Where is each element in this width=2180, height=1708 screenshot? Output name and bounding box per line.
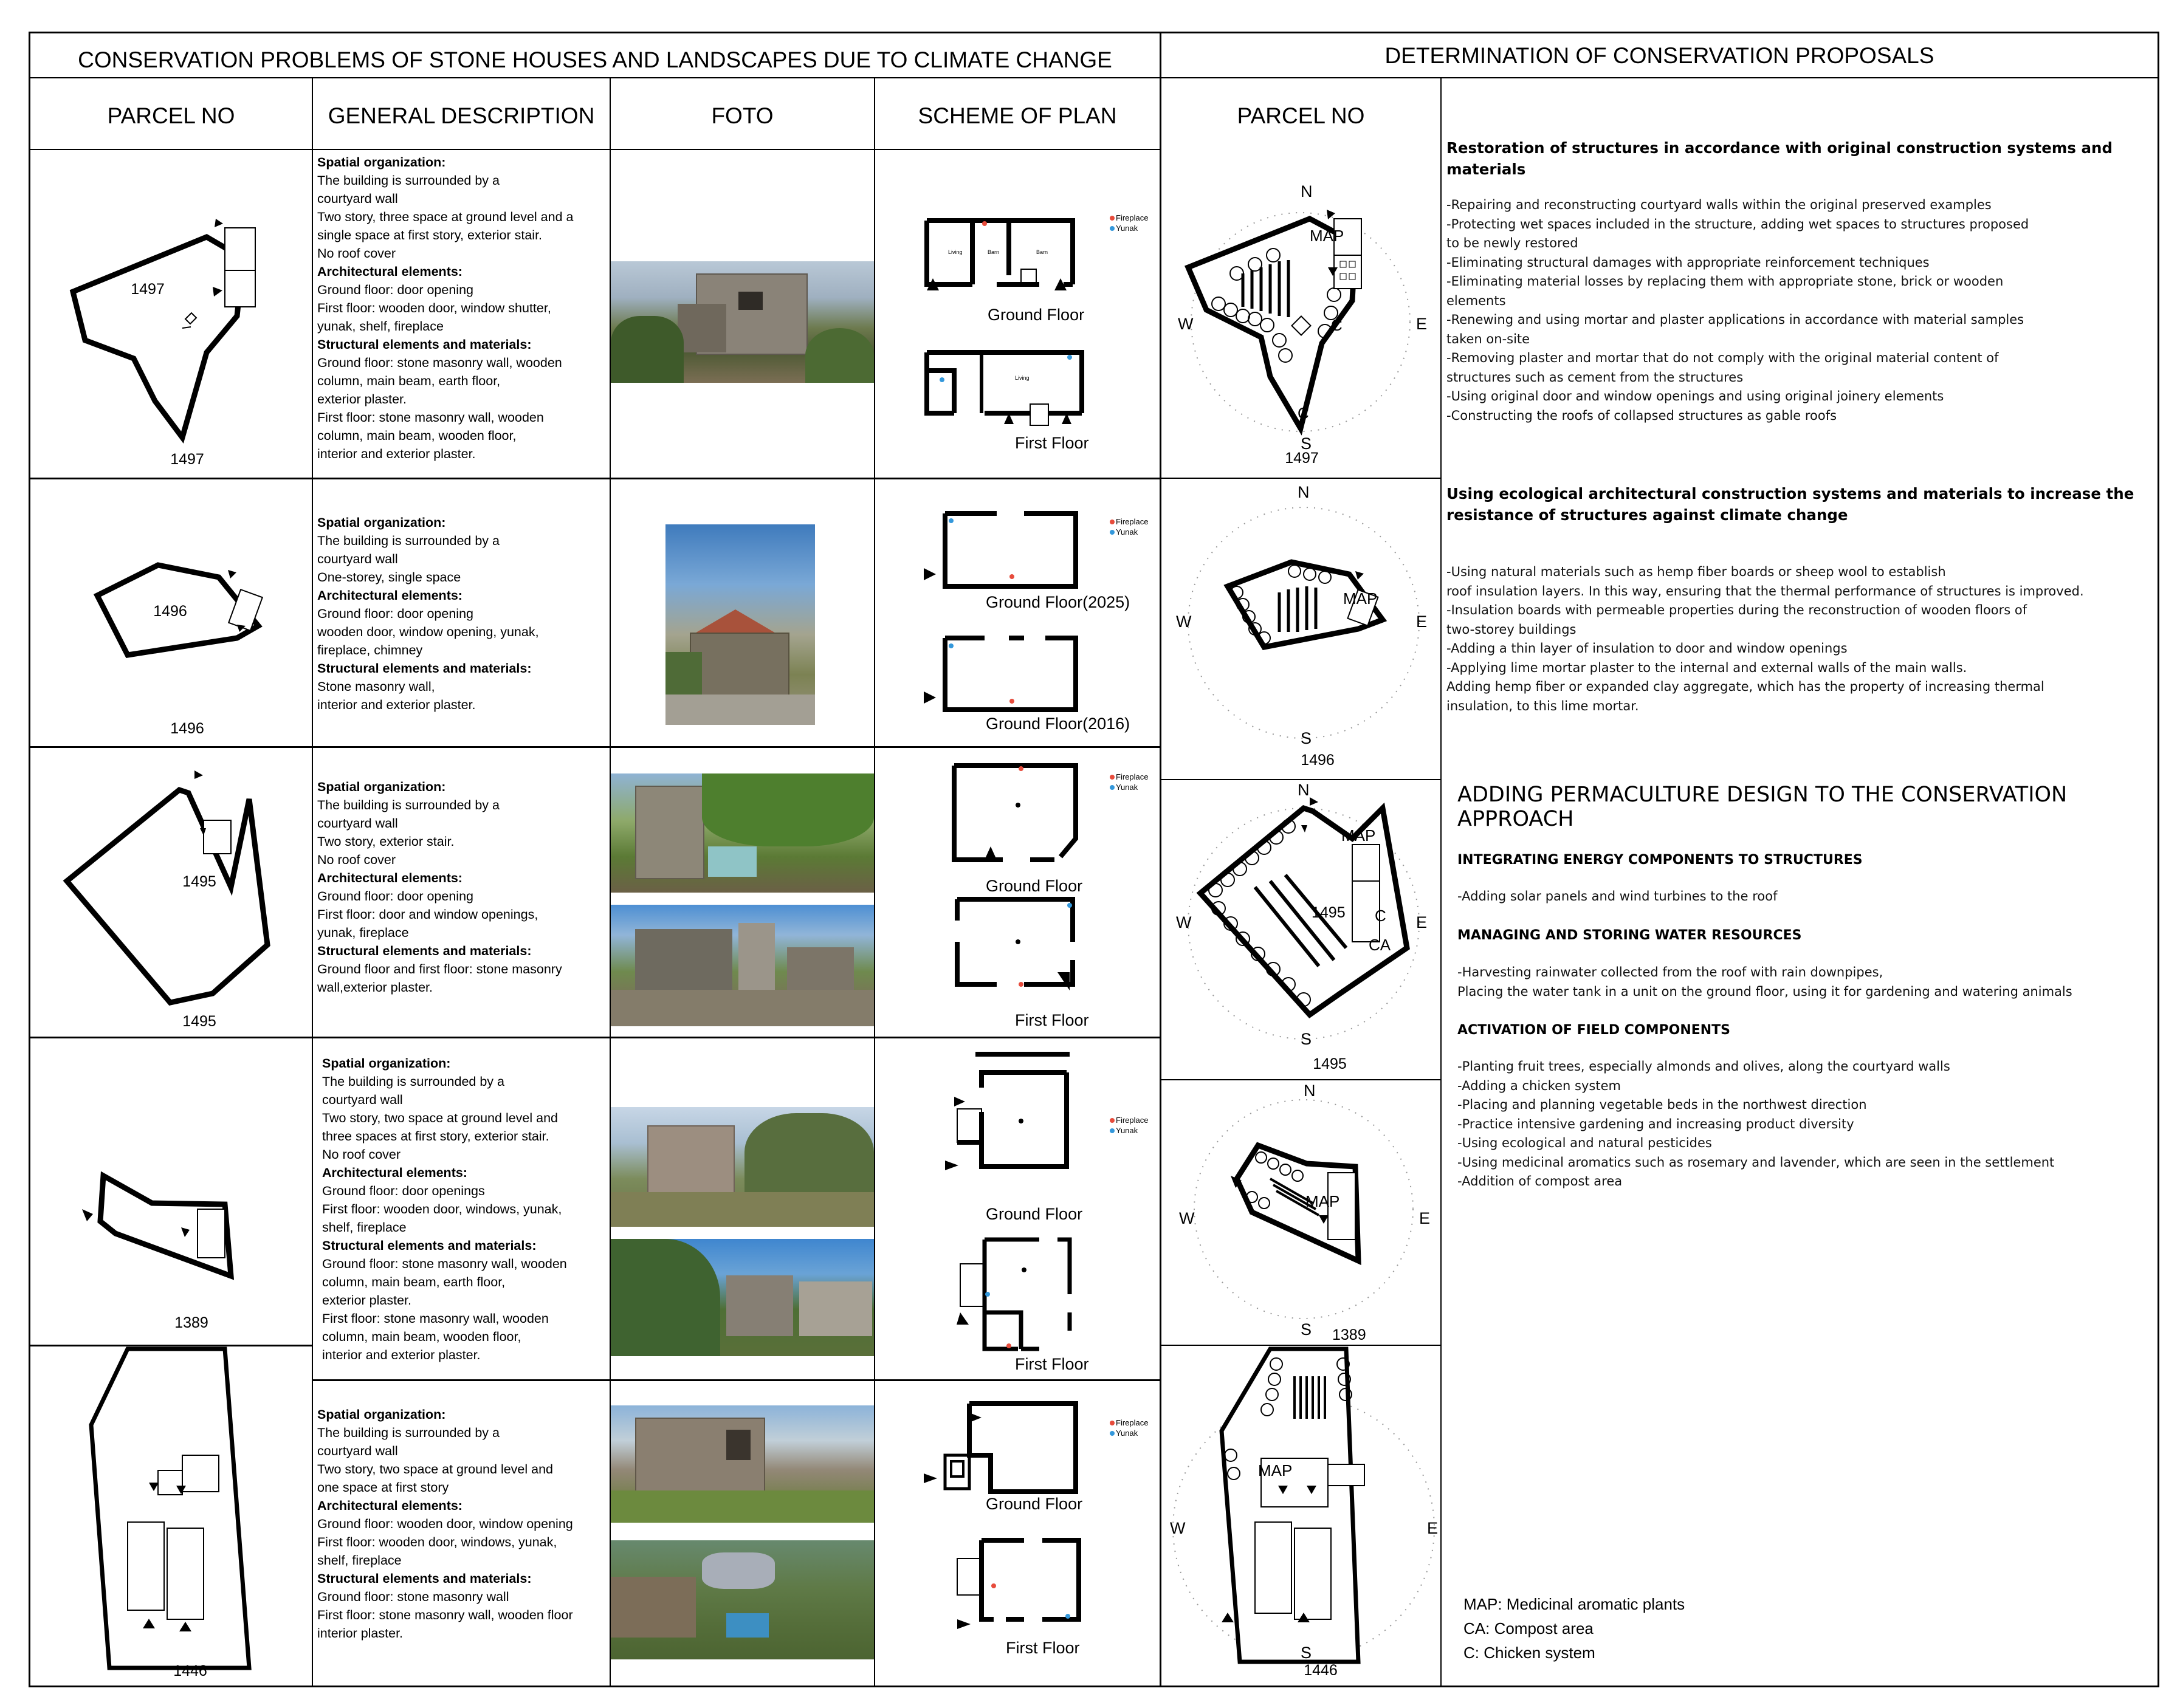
permaculture-title: ADDING PERMACULTURE DESIGN TO THE CONSERVATION APPROACH: [1457, 783, 2068, 831]
compass-s: S: [1301, 729, 1312, 747]
yunak-dot: [1110, 785, 1115, 790]
energy-heading: INTEGRATING ENERGY COMPONENTS TO STRUCTURES: [1457, 852, 1863, 868]
compass-s: S: [1301, 1644, 1312, 1662]
plan-1496-2016: [924, 631, 1088, 716]
compass-w: W: [1170, 1519, 1186, 1537]
site-label-c: C: [1331, 316, 1343, 334]
plan-legend: Fireplace Yunak: [1116, 772, 1149, 792]
photo-1495-a: [611, 773, 874, 893]
left-section-title: CONSERVATION PROBLEMS OF STONE HOUSES AND LANDSCAPES DUE TO CLIMATE CHANGE: [78, 47, 1112, 72]
water-list: -Harvesting rainwater collected from the roof with rain downpipes, Placing the water tank in a unit on the ground floor, using it for gardening and watering animals: [1457, 965, 2072, 999]
col-header-scheme-of-plan: SCHEME OF PLAN: [918, 103, 1117, 128]
yunak-dot: [1110, 226, 1115, 231]
col-header-parcel-no-right: PARCEL NO: [1237, 103, 1365, 128]
parcel-1495-map-label: 1495: [182, 873, 216, 890]
field-heading: ACTIVATION OF FIELD COMPONENTS: [1457, 1023, 1731, 1038]
plan-legend: Fireplace Yunak: [1116, 1418, 1149, 1438]
parcel-1497-map-label: 1497: [131, 281, 165, 298]
plan-1495-first-caption: First Floor: [1015, 1011, 1089, 1029]
compass-e: E: [1419, 1209, 1431, 1227]
photo-1496: [665, 524, 815, 725]
parcel-1496-map-label: 1496: [153, 603, 187, 620]
parcel-1497-outline: [61, 201, 261, 444]
plan-label-barn: Barn: [988, 249, 1000, 255]
plan-1389-first: [948, 1233, 1094, 1355]
compass-n: N: [1298, 483, 1310, 501]
fireplace-dot: [1110, 1421, 1115, 1425]
energy-list: -Adding solar panels and wind turbines to the roof: [1457, 889, 1778, 904]
plan-legend: Fireplace Yunak: [1116, 517, 1149, 537]
plan-1495-ground-caption: Ground Floor: [986, 877, 1083, 895]
plan-1389-first-caption: First Floor: [1015, 1355, 1089, 1373]
site-label-ca: CA: [1369, 936, 1391, 954]
description-1389: Spatial organization: The building is surrounded by a courtyard wall Two story, two space at ground level and three spaces at first story, exterior stair. No roof cover Architectural elements: Ground floor: door openings First floor: wooden door, windows, yunak, shelf, fireplace Structural elements and materials: Ground floor: stone masonry wall, wooden column, main beam, earth floor, exterior plaster. First floor: stone masonry wall, wooden column, main beam, wooden floor, interior and exterior plaster.: [322, 1056, 567, 1362]
col-header-general-description: GENERAL DESCRIPTION: [328, 103, 595, 128]
compass-n: N: [1301, 182, 1313, 201]
compass-n: N: [1298, 781, 1310, 799]
parcel-1389-label: 1389: [174, 1314, 208, 1331]
plan-1446-first: [933, 1534, 1091, 1638]
plan-1497-first-caption: First Floor: [1015, 434, 1089, 452]
photo-1495-b: [611, 905, 874, 1026]
parcel-1497-label: 1497: [170, 451, 204, 468]
compass-w: W: [1178, 315, 1194, 333]
restoration-heading: Restoration of structures in accordance with original construction systems and materials: [1446, 139, 2113, 178]
site-label-map: MAP: [1343, 589, 1378, 608]
compass-s: S: [1301, 1030, 1312, 1048]
site-label-map: MAP: [1258, 1461, 1293, 1480]
yunak-dot: [1110, 1431, 1115, 1436]
plan-1496-2025: [924, 507, 1088, 592]
photo-1497: [611, 261, 874, 383]
description-1496: Spatial organization: The building is surrounded by a courtyard wall One-storey, single space Architectural elements: Ground floor: door opening wooden door, window opening, yunak, fireplace, chimney Structural elements and materials: Stone masonry wall, interior and exterior plaster.: [317, 515, 539, 712]
right-section-title: DETERMINATION OF CONSERVATION PROPOSALS: [1384, 43, 1934, 68]
site-label-map: MAP: [1310, 227, 1344, 245]
site-label-map: MAP: [1341, 826, 1376, 845]
compass-w: W: [1176, 612, 1192, 631]
parcel-1389-outline: [79, 1167, 249, 1288]
yunak-dot: [1110, 1128, 1115, 1133]
photo-1446-b: [611, 1540, 874, 1659]
plan-1496-2025-caption: Ground Floor(2025): [986, 593, 1130, 611]
fireplace-dot: [1110, 520, 1115, 524]
field-list: -Planting fruit trees, especially almonds and olives, along the courtyard walls -Adding a chicken system -Placing and planning vegetable beds in the northwest direction -Practice intensive gardening and increasing product diversity -Using ecological and natural pesticides -Using medicinal aromatics such as rosemary and lavender, which are seen in the settlement -Addition of compost area: [1457, 1059, 2055, 1188]
col-header-parcel-no: PARCEL NO: [107, 103, 235, 128]
fireplace-dot: [1110, 775, 1115, 780]
compass-e: E: [1416, 612, 1428, 631]
site-plan-1446: [1170, 1346, 1437, 1686]
plan-label-living: Living: [1015, 375, 1030, 381]
plan-label-living: Living: [948, 249, 963, 255]
site-parcel-1495-label: 1495: [1313, 1055, 1347, 1072]
compass-e: E: [1427, 1519, 1439, 1537]
description-1495: Spatial organization: The building is surrounded by a courtyard wall Two story, exterior stair. No roof cover Architectural elements: Ground floor: door opening First floor: door and window openings, yunak, fireplace Structural elements and materials: Ground floor and first floor: stone masonry wall,exterior plaster.: [317, 780, 562, 995]
photo-1389-a: [611, 1107, 874, 1227]
plan-1389-ground-caption: Ground Floor: [986, 1205, 1083, 1223]
plan-legend: Fireplace Yunak: [1116, 1116, 1149, 1135]
plan-1497-ground: [924, 211, 1082, 297]
plan-1497-ground-caption: Ground Floor: [988, 306, 1085, 324]
description-1446: Spatial organization: The building is surrounded by a courtyard wall Two story, two space at ground level and one space at first story Architectural elements: Ground floor: wooden door, window opening First floor: wooden door, windows, yunak, shelf, fireplace Structural elements and materials: Ground floor: stone masonry wall First floor: stone masonry wall, wooden floor interior plaster.: [317, 1407, 573, 1641]
yunak-dot: [1110, 530, 1115, 535]
parcel-1496-label: 1496: [170, 720, 204, 737]
plan-1496-2016-caption: Ground Floor(2016): [986, 715, 1130, 733]
plan-1446-first-caption: First Floor: [1006, 1639, 1080, 1657]
plan-1497-first: [924, 346, 1094, 431]
site-parcel-1389-label: 1389: [1332, 1326, 1366, 1343]
plan-1446-ground-caption: Ground Floor: [986, 1495, 1083, 1513]
plan-1495-first: [951, 893, 1091, 1003]
compass-w: W: [1179, 1209, 1195, 1227]
site-label-c: C: [1375, 907, 1386, 925]
site-plan-1495: [1170, 784, 1437, 1069]
site-parcel-1446-label: 1446: [1304, 1662, 1338, 1679]
ecological-list: -Using natural materials such as hemp fiber boards or sheep wool to establish roof insulation layers. In this way, ensuring that the thermal performance of structures is improved. -Insulation boards with permeable properties during the reconstruction of wooden floors of two-storey buildings -Adding a thin layer of insulation to door and window openings -Applying lime mortar plaster to the internal and external walls of the main walls. Adding hemp fiber or expanded clay aggregate, which has the property of increasing thermal insulation, to this lime mortar.: [1446, 564, 2084, 713]
plan-1389-ground: [945, 1051, 1091, 1191]
col-header-foto: FOTO: [711, 103, 774, 128]
site-plan-1389: [1173, 1082, 1434, 1337]
parcel-1495-label: 1495: [182, 1013, 216, 1030]
compass-e: E: [1416, 315, 1428, 333]
fireplace-dot: [1110, 1118, 1115, 1123]
site-parcel-1495-map-label: 1495: [1312, 904, 1346, 921]
restoration-list: -Repairing and reconstructing courtyard walls within the original preserved examples -Protecting wet spaces included in the structure, adding wet spaces to structures proposed to be newly restored -Eliminating structural damages with appropriate reinforcement techniques -Eliminating material losses by replacing them with appropriate stone, brick or wooden elements -Renewing and using mortar and plaster applications in accordance with material samples taken on-site -Removing plaster and mortar that do not comply with the original material content of structures such as cement from the structures -Using original door and window openings and using original joinery elements -Constructing the roofs of collapsed structures as gable roofs: [1446, 197, 2029, 423]
site-plan-1496: [1173, 483, 1434, 769]
abbreviation-key: MAP: Medicinal aromatic plants CA: Compost area C: Chicken system: [1463, 1595, 1685, 1662]
photo-1389-b: [611, 1239, 874, 1356]
ecological-heading: Using ecological architectural construction systems and materials to increase the resistance of structures against climate change: [1446, 485, 2134, 524]
plan-1446-ground: [924, 1401, 1082, 1504]
fireplace-dot: [1110, 216, 1115, 221]
water-heading: MANAGING AND STORING WATER RESOURCES: [1457, 928, 1802, 943]
description-1497: Spatial organization: The building is surrounded by a courtyard wall Two story, three space at ground level and a single space at first story, exterior stair. No roof cover Architectural elements: Ground floor: door opening First floor: wooden door, window shutter, yunak, shelf, fireplace Structural elements and materials: Ground floor: stone masonry wall, wooden column, main beam, earth floor, exterior plaster. First floor: stone masonry wall, wooden column, main beam, wooden floor, interior and exterior plaster.: [317, 155, 574, 461]
compass-e: E: [1416, 913, 1428, 931]
site-parcel-1496-label: 1496: [1301, 752, 1335, 769]
site-label-map: MAP: [1305, 1192, 1340, 1210]
parcel-1446-label: 1446: [173, 1662, 207, 1679]
plan-label-barn: Barn: [1036, 249, 1048, 255]
plan-legend: Fireplace Yunak: [1116, 213, 1149, 233]
compass-s: S: [1301, 1320, 1312, 1339]
plan-1495-ground: [948, 760, 1088, 875]
photo-1446-a: [611, 1405, 874, 1523]
compass-w: W: [1176, 913, 1192, 931]
compass-s: S: [1301, 434, 1312, 453]
compass-n: N: [1304, 1082, 1316, 1100]
site-parcel-1497-label: 1497: [1285, 450, 1319, 467]
parcel-1446-outline: [85, 1346, 267, 1674]
site-label-c: C: [1298, 404, 1309, 422]
